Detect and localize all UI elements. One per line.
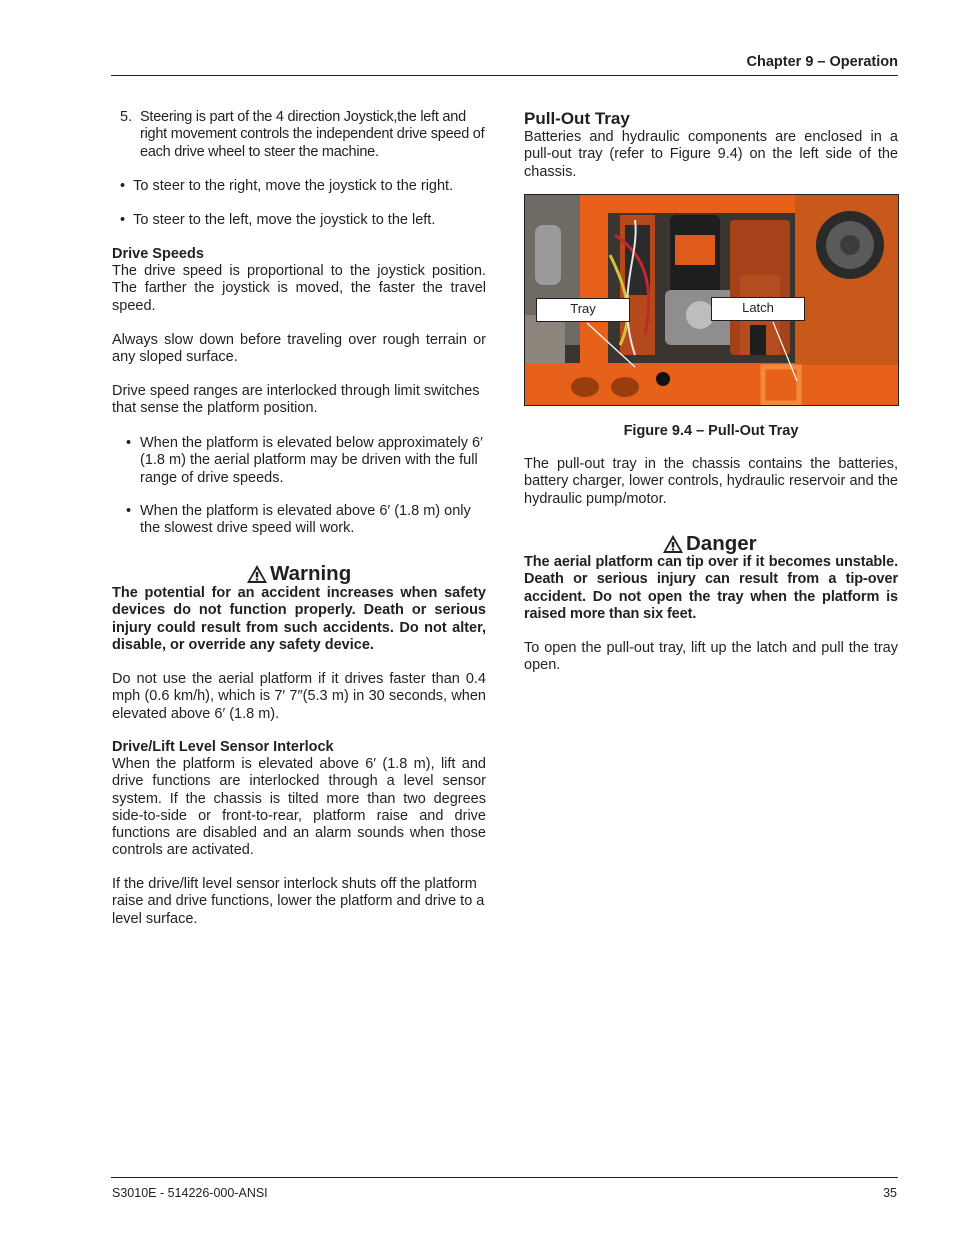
warning-text: The potential for an accident increases when safety devices do not function properly. Death or serious injury could result from such accidents. Do not alter, disable, or override any safety device.	[112, 585, 486, 653]
bullet-steer-right: • To steer to the right, move the joystick to the right.	[120, 178, 454, 194]
header-rule	[111, 75, 898, 76]
warning-triangle-icon	[246, 564, 268, 584]
step-text: Steering is part of the 4 direction Joystick,the left and right movement controls the independent drive speed of each drive wheel to steer the machine.	[140, 109, 485, 160]
bullet-text: To steer to the right, move the joystick to the right.	[133, 178, 454, 194]
footer-rule	[111, 1177, 898, 1178]
drive-speeds-p3: Drive speed ranges are interlocked through limit switches that sense the platform position.	[112, 383, 480, 417]
pull-out-tray-p2: The pull-out tray in the chassis contains the batteries, battery charger, lower controls, hydraulic reservoir and the hydraulic pump/motor.	[524, 456, 898, 507]
drive-speeds-p2: Always slow down before traveling over rough terrain or any sloped surface.	[112, 332, 486, 366]
drive-speeds-heading: Drive Speeds	[112, 246, 204, 262]
chapter-header: Chapter 9 – Operation	[746, 54, 898, 70]
danger-text: The aerial platform can tip over if it becomes unstable. Death or serious injury can result from a tip-over accident. Do not open the tray when the platform is raised more than six feet.	[524, 554, 898, 622]
sensor-p1: When the platform is elevated above 6′ (1.8 m), lift and drive functions are interlocked through a level sensor system. If the chassis is tilted more than two degrees side-to-side or front-to-rear, platform raise and drive functions are disabled and an alarm sounds when those controls are activated.	[112, 756, 486, 859]
sensor-p2: If the drive/lift level sensor interlock shuts off the platform raise and drive functions, lower the platform and drive to a level surface.	[112, 876, 485, 927]
sensor-heading: Drive/Lift Level Sensor Interlock	[112, 739, 334, 755]
latch-callout: Latch	[711, 297, 805, 321]
warning-title	[246, 562, 351, 586]
step-number: 5.	[120, 109, 133, 125]
step-5	[120, 109, 487, 161]
warning-triangle-icon	[662, 534, 684, 554]
speed-limit-paragraph: Do not use the aerial platform if it drives faster than 0.4 mph (0.6 km/h), which is 7′ 7″(5.3 m) in 30 seconds, when elevated above 6′ (1.8 m).	[112, 671, 486, 722]
pull-out-tray-p3: To open the pull-out tray, lift up the latch and pull the tray open.	[524, 640, 898, 674]
bullet-above-6ft: • When the platform is elevated above 6′ (1.8 m) only the slowest drive speed will work.	[126, 503, 488, 538]
footer-doc-number: S3010E - 514226-000-ANSI	[112, 1186, 268, 1200]
warning-title-text: Warning	[270, 562, 352, 585]
page-number: 35	[883, 1186, 897, 1200]
bullet-text: To steer to the left, move the joystick to the left.	[133, 212, 436, 228]
drive-speeds-p1: The drive speed is proportional to the joystick position. The farther the joystick is moved, the faster the travel speed.	[112, 263, 486, 314]
pull-out-tray-p1: Batteries and hydraulic components are enclosed in a pull-out tray (refer to Figure 9.4) on the left side of the chassis.	[524, 129, 898, 180]
bullet-below-6ft: • When the platform is elevated below approximately 6′ (1.8 m) the aerial platform may be driven with the full range of drive speeds.	[126, 435, 488, 487]
bullet-text: When the platform is elevated above 6′ (1.8 m) only the slowest drive speed will work.	[140, 503, 471, 537]
danger-title	[662, 532, 757, 556]
figure-caption: Figure 9.4 – Pull-Out Tray	[623, 423, 799, 439]
pull-out-tray-heading: Pull-Out Tray	[524, 109, 630, 128]
pull-out-tray-photo	[524, 194, 899, 406]
bullet-steer-left: • To steer to the left, move the joystick to the left.	[120, 212, 436, 228]
bullet-text: When the platform is elevated below approximately 6′ (1.8 m) the aerial platform may be driven with the full range of drive speeds.	[140, 435, 483, 486]
tray-callout: Tray	[536, 298, 630, 322]
danger-title-text: Danger	[686, 532, 757, 555]
